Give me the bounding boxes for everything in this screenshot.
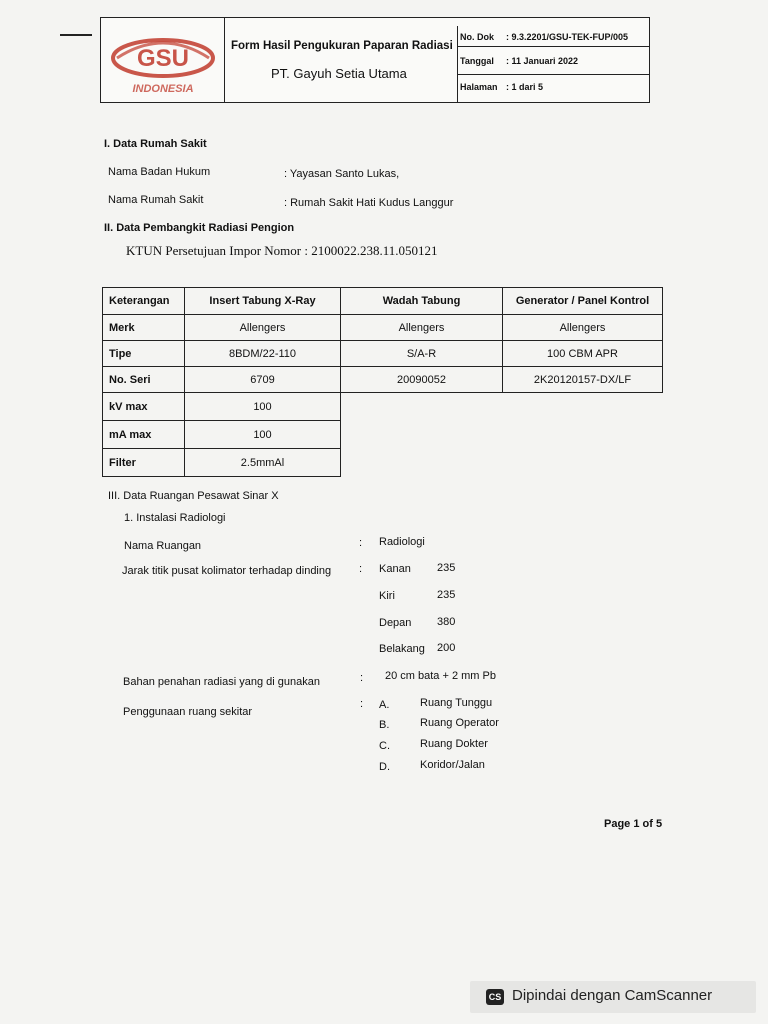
- table-cell: 100 CBM APR: [503, 341, 663, 367]
- stray-mark: [60, 34, 92, 36]
- colon: :: [360, 672, 364, 684]
- table-cell: No. Seri: [103, 367, 185, 393]
- distance-value: 235: [437, 589, 456, 601]
- section-1-title: I. Data Rumah Sakit: [104, 138, 207, 150]
- table-cell: 2.5mmAl: [185, 449, 341, 477]
- doc-no-label: No. Dok: [460, 32, 495, 42]
- scanner-text: Dipindai dengan CamScanner: [512, 987, 713, 1004]
- table-header: Wadah Tabung: [341, 288, 503, 315]
- page-label: Halaman: [460, 82, 498, 92]
- equipment-table: [102, 287, 663, 477]
- shielding-label: Bahan penahan radiasi yang di gunakan: [123, 676, 320, 688]
- table-cell: Filter: [103, 449, 185, 477]
- distance-value: 380: [437, 616, 456, 628]
- date-label: Tanggal: [460, 56, 494, 66]
- table-header: Insert Tabung X-Ray: [185, 288, 341, 315]
- divider: [458, 46, 649, 47]
- page-number: Page 1 of 5: [604, 818, 663, 830]
- table-cell: 2K20120157-DX/LF: [503, 367, 663, 393]
- colon: :: [359, 537, 363, 549]
- section-3-subtitle: 1. Instalasi Radiologi: [124, 512, 226, 524]
- table-cell: 20090052: [341, 367, 503, 393]
- document-meta: [457, 26, 649, 102]
- usage-letter: B.: [379, 719, 390, 731]
- table-header: Keterangan: [103, 288, 185, 315]
- table-cell: Tipe: [103, 341, 185, 367]
- table-cell: S/A-R: [341, 341, 503, 367]
- usage-item: Ruang Tunggu: [420, 697, 493, 709]
- table-header: Generator / Panel Kontrol: [503, 288, 663, 315]
- usage-item: Ruang Operator: [420, 717, 499, 729]
- table-cell: 100: [185, 393, 341, 421]
- usage-letter: D.: [379, 761, 390, 773]
- document-header: [100, 17, 650, 103]
- table-cell: kV max: [103, 393, 185, 421]
- table-cell: Allengers: [503, 315, 663, 341]
- hospital-name-value: : Rumah Sakit Hati Kudus Langgur: [284, 197, 454, 209]
- distance-value: 200: [437, 642, 456, 654]
- form-title: Form Hasil Pengukuran Paparan Radiasi: [231, 40, 453, 52]
- room-name-label: Nama Ruangan: [124, 540, 202, 552]
- distance-side: Belakang: [379, 643, 425, 655]
- distance-side: Depan: [379, 617, 412, 629]
- company-logo: [107, 28, 219, 100]
- divider: [458, 74, 649, 75]
- table-row: [103, 341, 663, 367]
- table-row: [103, 393, 663, 421]
- section-2-title: II. Data Pembangkit Radiasi Pengion: [104, 222, 295, 234]
- camscanner-icon: CS: [486, 989, 504, 1005]
- legal-entity-label: Nama Badan Hukum: [108, 166, 211, 178]
- usage-item: Koridor/Jalan: [420, 759, 485, 771]
- section-3-title: III. Data Ruangan Pesawat Sinar X: [108, 490, 279, 502]
- surrounding-usage-label: Penggunaan ruang sekitar: [123, 706, 253, 718]
- table-header-row: [103, 288, 663, 315]
- company-name: PT. Gayuh Setia Utama: [271, 66, 407, 81]
- colon: :: [360, 698, 364, 710]
- table-cell: mA max: [103, 421, 185, 449]
- table-cell: Merk: [103, 315, 185, 341]
- distance-label: Jarak titik pusat kolimator terhadap dinding: [122, 565, 332, 577]
- empty-cell: [341, 449, 663, 477]
- distance-side: Kiri: [379, 590, 395, 602]
- date-value: : 11 Januari 2022: [506, 56, 579, 66]
- table-cell: 100: [185, 421, 341, 449]
- distance-value: 235: [437, 562, 456, 574]
- colon: :: [359, 563, 363, 575]
- table-cell: Allengers: [341, 315, 503, 341]
- table-cell: 8BDM/22-110: [185, 341, 341, 367]
- hospital-name-label: Nama Rumah Sakit: [108, 194, 204, 206]
- legal-entity-value: : Yayasan Santo Lukas,: [284, 168, 400, 180]
- shielding-value: 20 cm bata + 2 mm Pb: [385, 670, 496, 682]
- room-name-value: Radiologi: [379, 536, 425, 548]
- empty-cell: [341, 421, 663, 449]
- scanner-watermark: [470, 981, 756, 1013]
- svg-text:INDONESIA: INDONESIA: [132, 83, 194, 95]
- table-row: [103, 315, 663, 341]
- table-cell: 6709: [185, 367, 341, 393]
- ktun-number: KTUN Persetujuan Impor Nomor : 2100022.238.11.050121: [126, 243, 438, 258]
- table-cell: Allengers: [185, 315, 341, 341]
- logo-cell: [101, 18, 225, 102]
- empty-cell: [341, 393, 663, 421]
- svg-text:GSU: GSU: [136, 45, 190, 72]
- table-row: [103, 449, 663, 477]
- doc-no-value: : 9.3.2201/GSU-TEK-FUP/005: [506, 32, 629, 42]
- table-row: [103, 421, 663, 449]
- page-value: : 1 dari 5: [506, 82, 544, 92]
- usage-letter: A.: [379, 699, 390, 711]
- distance-side: Kanan: [379, 563, 411, 575]
- usage-letter: C.: [379, 740, 390, 752]
- table-row: [103, 367, 663, 393]
- usage-item: Ruang Dokter: [420, 738, 488, 750]
